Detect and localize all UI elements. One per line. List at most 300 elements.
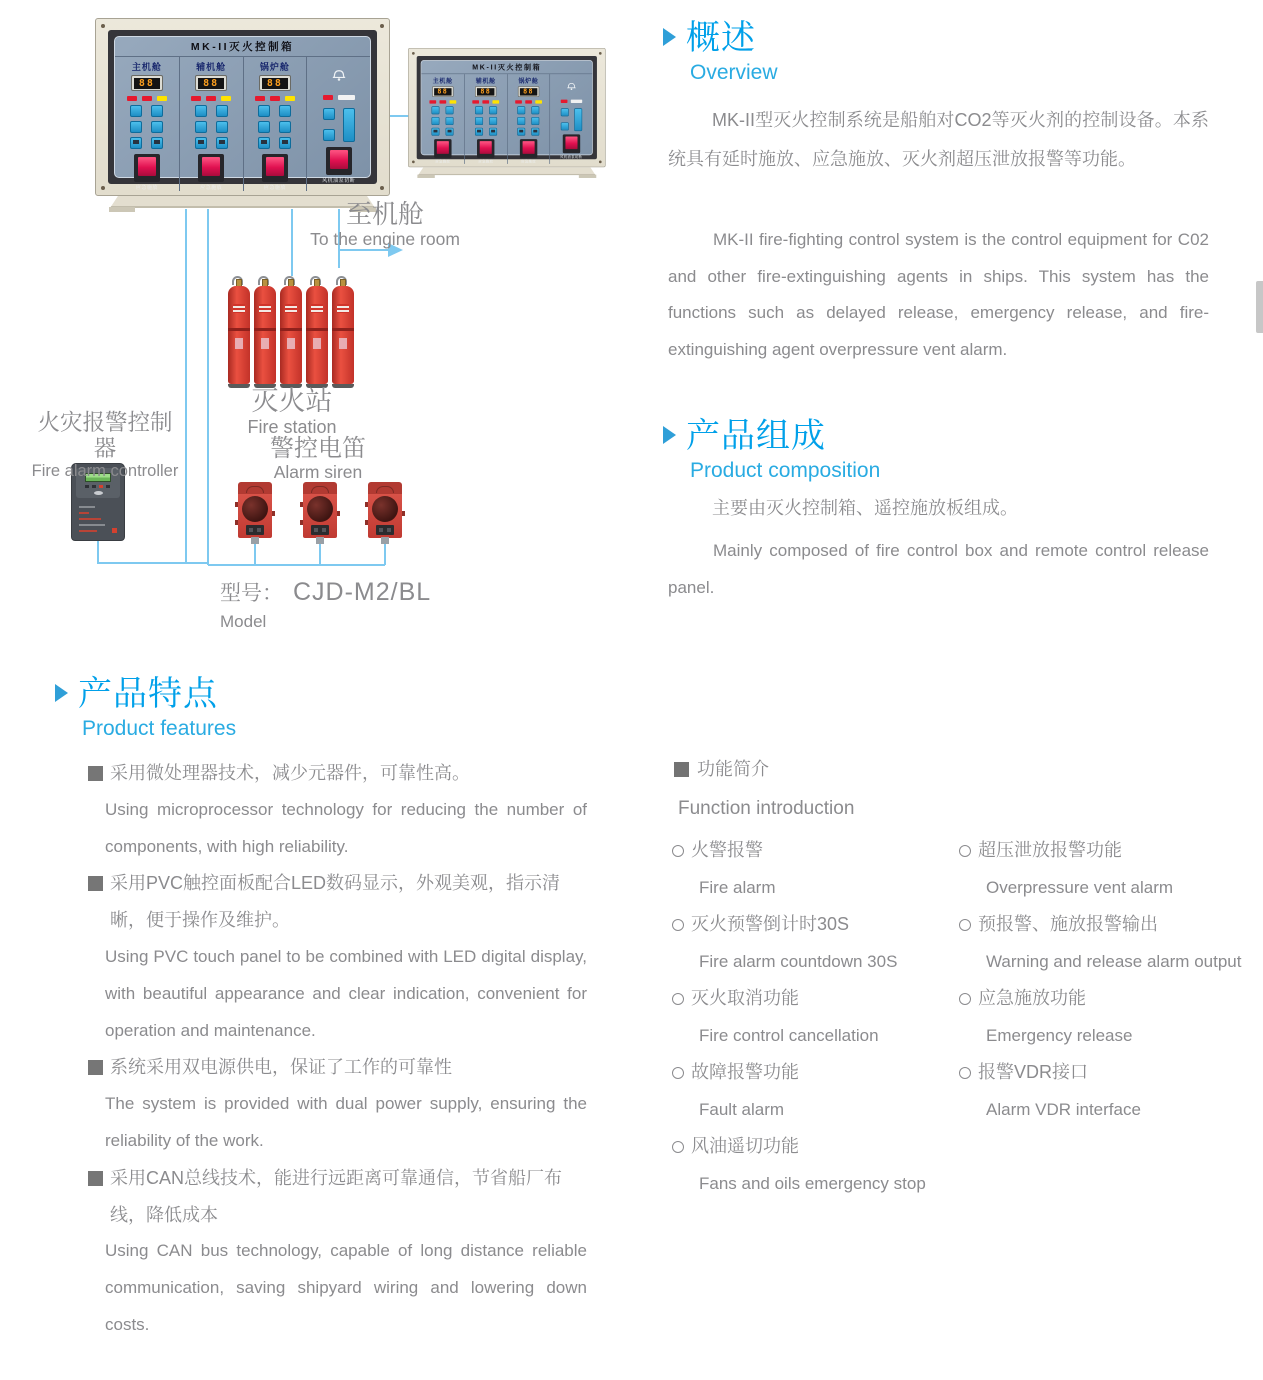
emergency-release-button-face — [202, 157, 220, 176]
bell-icon — [565, 81, 577, 91]
panel-button — [279, 121, 291, 133]
bell-icon — [330, 67, 348, 82]
siren-terminal-hole — [257, 528, 261, 532]
indicator-light — [157, 96, 167, 101]
function-item — [672, 906, 959, 980]
cylinder-tag — [235, 338, 243, 349]
panel-button — [561, 122, 569, 130]
section-overview-header — [663, 18, 778, 86]
features-list — [88, 755, 587, 1344]
panel-button-tall — [343, 108, 355, 142]
indicator-light — [482, 100, 489, 103]
screw-icon — [380, 24, 384, 28]
panel-base — [418, 167, 596, 175]
panel-button — [475, 117, 483, 125]
panel-button-row — [258, 137, 291, 149]
cylinder-label — [259, 304, 271, 313]
page-edge-artifact — [1256, 281, 1263, 333]
indicator-light — [561, 99, 568, 102]
panel-button-row — [432, 106, 454, 114]
function-text-en: Overpressure vent alarm — [986, 878, 1174, 897]
screw-icon — [412, 52, 415, 55]
function-text-zh: 应急施放功能 — [959, 980, 1252, 1017]
emergency-release-button — [477, 139, 494, 158]
triangle-marker-icon — [55, 684, 68, 702]
siren-horn — [307, 496, 333, 522]
cylinder-band — [228, 328, 250, 331]
panel-button — [446, 106, 454, 114]
feature-text-en: Using microprocessor technology for reducing the number of components, with high reliability. — [105, 799, 587, 856]
cylinder-band — [332, 328, 354, 331]
indicator-light — [270, 96, 280, 101]
panel-titlebar — [115, 37, 370, 57]
emergency-release-button — [262, 154, 288, 182]
indicator-light — [191, 96, 201, 101]
composition-title-en: Product composition — [690, 459, 881, 482]
indicator-light — [142, 96, 152, 101]
cylinder-body — [280, 286, 302, 384]
brand-logo-icon — [122, 40, 138, 53]
panel-title: MK-II灭火控制箱 — [472, 63, 542, 72]
feature-text-zh: 采用微处理器技术，减少元器件，可靠性高。 — [88, 755, 587, 792]
panel-button — [532, 117, 540, 125]
panel-column-header: 主机舱 — [432, 77, 453, 85]
function-text-en: Emergency release — [986, 1026, 1133, 1045]
functions-header — [674, 757, 854, 821]
emergency-release-label: 应急施放 — [263, 185, 286, 191]
siren-terminal-hole — [249, 528, 253, 532]
brand-logo-icon — [426, 63, 437, 72]
led-digits: 88 — [477, 88, 494, 95]
led-display — [195, 75, 227, 91]
screw-icon — [101, 186, 105, 190]
indicator-light — [206, 96, 216, 101]
function-text-en: Fault alarm — [699, 1100, 785, 1119]
panel-button-row — [258, 121, 291, 133]
panel-button — [279, 105, 291, 117]
panel-column-header: 锅炉舱 — [259, 62, 290, 72]
cylinder-label — [337, 304, 349, 313]
emergency-release-label: 应急施放 — [521, 159, 536, 164]
panel-foot — [417, 175, 434, 178]
fire-station-label-zh: 灭火站 — [251, 386, 333, 416]
led-digits: 88 — [262, 78, 288, 89]
cylinder-body — [306, 286, 328, 384]
indicator-light — [449, 100, 456, 103]
panel-column — [507, 74, 550, 164]
functions-columns — [672, 832, 1252, 1202]
panel-button-row — [475, 117, 497, 125]
indicator-light — [429, 100, 436, 103]
circle-bullet-icon — [672, 1141, 684, 1153]
panel-button — [432, 106, 440, 114]
cylinder-tag — [313, 338, 321, 349]
led-digits: 88 — [434, 88, 451, 95]
panel-button — [489, 128, 497, 136]
siren-bolt — [235, 502, 238, 507]
emergency-release-button-face — [437, 141, 449, 154]
co2-cylinder — [228, 276, 250, 388]
function-text-zh: 火警报警 — [672, 832, 959, 869]
cylinder-label — [285, 304, 297, 313]
composition-paragraph-en: Mainly composed of fire control box and remote control release panel. — [668, 541, 1209, 597]
cylinder-band — [254, 328, 276, 331]
panel-button — [489, 117, 497, 125]
panel-button — [489, 106, 497, 114]
indicator-lights — [429, 100, 456, 104]
panel-button — [517, 117, 525, 125]
siren-cap — [303, 482, 337, 494]
function-item — [959, 1054, 1252, 1128]
function-item — [959, 832, 1252, 906]
model-label-en: Model — [220, 612, 267, 631]
circle-bullet-icon — [959, 845, 971, 857]
function-text-zh: 风油遥切功能 — [672, 1128, 959, 1165]
panel-title: MK-II灭火控制箱 — [190, 41, 295, 53]
circle-bullet-icon — [959, 993, 971, 1005]
emergency-release-button-face — [138, 157, 156, 176]
siren-arch — [311, 486, 329, 493]
panel-face — [421, 60, 593, 164]
siren-bolt — [365, 502, 368, 507]
panel-button-group — [323, 108, 355, 142]
fire-alarm-controller-label-en: Fire alarm controller — [31, 462, 179, 480]
emergency-release-button — [198, 154, 224, 182]
panel-button — [323, 108, 335, 120]
panel-frame — [417, 56, 597, 164]
panel-button — [561, 108, 569, 116]
siren-terminal-hole — [322, 528, 326, 532]
triangle-marker-icon — [663, 426, 676, 444]
panel-button-row — [475, 128, 497, 136]
siren-bolt — [235, 520, 238, 525]
alarm-siren-label — [253, 436, 383, 482]
feature-text-en: The system is provided with dual power supply, ensuring the reliability of the work. — [105, 1094, 587, 1150]
feature-text-en: Using CAN bus technology, capable of long distance reliable communication, saving shipyard wiring and lowering down costs. — [105, 1241, 587, 1334]
controller-led-row — [79, 518, 101, 520]
panel-button-row — [195, 105, 228, 117]
panel-columns — [115, 57, 370, 191]
indicator-lights — [255, 95, 295, 101]
indicator-light — [439, 100, 446, 103]
alarm-sirens — [238, 482, 402, 544]
cutoff-button-face — [330, 150, 348, 169]
cylinder-label — [233, 304, 245, 313]
model-label-zh: 型号： — [220, 582, 283, 605]
panel-button — [432, 128, 440, 136]
panel-column-header: 锅炉舱 — [518, 77, 539, 85]
indicator-light — [221, 96, 231, 101]
circle-bullet-icon — [672, 993, 684, 1005]
siren-terminal-hole — [387, 528, 391, 532]
led-display — [131, 75, 163, 91]
panel-button — [195, 105, 207, 117]
siren-bolt — [300, 502, 303, 507]
panel-button — [195, 121, 207, 133]
function-text-zh: 超压泄放报警功能 — [959, 832, 1252, 869]
cutoff-button-face — [565, 136, 577, 149]
indicator-light — [472, 100, 479, 103]
cutoff-label: 风机油泵切断 — [560, 155, 583, 160]
led-display — [475, 86, 496, 97]
panel-button — [216, 137, 228, 149]
emergency-release-label: 应急施放 — [478, 159, 494, 164]
panel-column — [179, 57, 243, 191]
panel-button — [258, 121, 270, 133]
panel-columns — [421, 74, 592, 164]
led-digits: 88 — [198, 78, 224, 89]
panel-button-row — [517, 106, 539, 114]
emergency-release-button-face — [522, 141, 534, 154]
cutoff-button — [326, 147, 352, 175]
siren-bolt — [365, 520, 368, 525]
siren-bolt — [300, 520, 303, 525]
siren-connector — [381, 537, 389, 544]
panel-button — [151, 137, 163, 149]
panel-column — [306, 57, 370, 191]
co2-cylinder — [254, 276, 276, 388]
panel-button — [258, 105, 270, 117]
siren-cap — [238, 482, 272, 494]
feature-item — [88, 865, 587, 1049]
siren-horn — [242, 496, 268, 522]
circle-bullet-icon — [672, 1067, 684, 1079]
panel-column-header: 主机舱 — [131, 62, 162, 72]
overview-paragraph-zh: MK-II型灭火控制系统是船舶对CO2等灭火剂的控制设备。本系统具有延时施放、应急施放、灭火剂超压泄放报警等功能。 — [668, 110, 1209, 169]
feature-item — [88, 755, 587, 865]
panel-button-row — [432, 128, 454, 136]
panel-button — [532, 128, 540, 136]
functions-title-en: Function introduction — [678, 798, 855, 819]
features-title-zh: 产品特点 — [78, 675, 218, 713]
alarm-siren-label-zh: 警控电笛 — [270, 435, 366, 462]
emergency-release-button — [520, 139, 537, 158]
panel-button-row — [432, 117, 454, 125]
led-digits: 88 — [520, 88, 537, 95]
indicator-lights — [323, 94, 355, 100]
function-text-zh: 故障报警功能 — [672, 1054, 959, 1091]
panel-case — [408, 48, 606, 167]
function-text-zh: 灭火取消功能 — [672, 980, 959, 1017]
siren-terminal — [376, 525, 394, 535]
square-bullet-icon — [88, 876, 103, 891]
panel-button — [323, 129, 335, 141]
panel-button — [130, 137, 142, 149]
fire-control-box-photo — [408, 48, 606, 175]
panel-button — [446, 128, 454, 136]
controller-led-row — [79, 530, 97, 532]
panel-case — [95, 18, 390, 196]
panel-column — [243, 57, 307, 191]
siren-bolt — [337, 511, 340, 516]
alarm-siren-device — [238, 482, 272, 544]
cylinder-tag — [339, 338, 347, 349]
section-composition-header — [663, 416, 880, 484]
fire-station-label — [227, 386, 357, 437]
panel-button-row — [475, 106, 497, 114]
fire-station-label-en: Fire station — [247, 417, 337, 437]
panel-button-stack — [323, 108, 335, 142]
square-bullet-icon — [88, 1171, 103, 1186]
indicator-lights — [561, 99, 582, 103]
screw-icon — [599, 161, 602, 164]
cylinder-body — [228, 286, 250, 384]
panel-button — [130, 105, 142, 117]
panel-column — [550, 74, 593, 164]
feature-text-zh: 系统采用双电源供电，保证了工作的可靠性 — [88, 1049, 587, 1086]
siren-terminal-hole — [379, 528, 383, 532]
cylinder-body — [254, 286, 276, 384]
siren-arch — [246, 486, 264, 493]
panel-button-row — [195, 137, 228, 149]
panel-button-row — [130, 121, 163, 133]
indicator-light — [338, 95, 355, 100]
feature-text-en: Using PVC touch panel to be combined with LED digital display, with beautiful appearance and clear indication, convenient for operation and maintenance. — [105, 946, 587, 1040]
siren-connector — [251, 537, 259, 544]
engine-room-label-zh: 至机舱 — [345, 199, 424, 229]
panel-button — [517, 106, 525, 114]
model-value: CJD-M2/BL — [293, 578, 432, 606]
circle-bullet-icon — [672, 919, 684, 931]
model-label — [220, 577, 450, 632]
indicator-lights — [515, 100, 542, 104]
feature-item — [88, 1160, 587, 1344]
led-digits: 88 — [134, 78, 160, 89]
indicator-light — [127, 96, 137, 101]
panel-column-header: 辅机舱 — [475, 77, 496, 85]
indicator-lights — [191, 95, 231, 101]
overview-title-zh: 概述 — [686, 19, 756, 57]
controller-text-line — [79, 506, 95, 508]
panel-column — [421, 74, 464, 164]
alarm-siren-device — [303, 482, 337, 544]
fire-station-cylinders — [228, 276, 354, 388]
siren-terminal — [246, 525, 264, 535]
led-display — [518, 86, 539, 97]
cylinder-body — [332, 286, 354, 384]
panel-button-row — [195, 121, 228, 133]
panel-button — [216, 121, 228, 133]
square-bullet-icon — [88, 766, 103, 781]
alarm-siren-label-en: Alarm siren — [273, 462, 363, 482]
panel-frame — [108, 30, 377, 191]
triangle-marker-icon — [663, 28, 676, 46]
circle-bullet-icon — [959, 919, 971, 931]
function-item — [959, 980, 1252, 1054]
panel-button — [432, 117, 440, 125]
section-features-header — [55, 674, 236, 742]
screw-icon — [380, 186, 384, 190]
panel-button-row — [258, 105, 291, 117]
panel-button — [130, 121, 142, 133]
siren-bolt — [272, 511, 275, 516]
feature-text-zh: 采用CAN总线技术，能进行远距离可靠通信，节省船厂布线，降低成本 — [88, 1160, 587, 1234]
emergency-release-label: 应急施放 — [200, 185, 223, 191]
indicator-light — [255, 96, 265, 101]
siren-terminal — [311, 525, 329, 535]
cutoff-label: 风机油泵切断 — [322, 178, 356, 184]
panel-button-tall — [574, 108, 582, 131]
function-item — [959, 906, 1252, 980]
repeater-control-panel — [408, 48, 606, 175]
panel-button — [446, 117, 454, 125]
panel-face — [114, 36, 371, 191]
overview-paragraph-en: MK-II fire-fighting control system is the control equipment for C02 and other fire-extinguishing agents in ships. This system has the functions such as delayed release, emergency release, and fire-extinguishing agent overpressure vent alarm. — [668, 230, 1209, 359]
panel-foot — [109, 207, 135, 212]
panel-button — [151, 105, 163, 117]
panel-column — [464, 74, 507, 164]
panel-button — [279, 137, 291, 149]
emergency-release-label: 应急施放 — [135, 185, 158, 191]
panel-button — [517, 128, 525, 136]
square-bullet-icon — [88, 1060, 103, 1075]
indicator-light — [535, 100, 542, 103]
feature-item — [88, 1049, 587, 1159]
function-text-en: Fans and oils emergency stop — [699, 1174, 926, 1193]
cylinder-label — [311, 304, 323, 313]
function-text-en: Fire alarm countdown 30S — [699, 952, 898, 971]
siren-bolt — [402, 511, 405, 516]
panel-button-row — [517, 117, 539, 125]
circle-bullet-icon — [959, 1067, 971, 1079]
engine-room-label-en: To the engine room — [310, 229, 460, 249]
function-text-en: Fire alarm — [699, 878, 776, 897]
emergency-release-label: 应急施放 — [435, 159, 451, 164]
co2-cylinder — [306, 276, 328, 388]
cutoff-button — [563, 134, 580, 153]
wire-controller-elbow — [98, 541, 208, 563]
co2-cylinder — [280, 276, 302, 388]
panel-titlebar — [421, 61, 592, 74]
engine-room-label — [300, 199, 470, 249]
panel-button — [216, 105, 228, 117]
composition-paragraph-zh: 主要由灭火控制箱、遥控施放板组成。 — [712, 498, 1018, 518]
panel-button — [475, 106, 483, 114]
emergency-release-button — [134, 154, 160, 182]
panel-button-group — [561, 108, 582, 131]
led-display — [432, 86, 453, 97]
function-text-en: Warning and release alarm output — [986, 952, 1242, 971]
indicator-light — [285, 96, 295, 101]
functions-column-right — [959, 832, 1252, 1202]
panel-button-row — [130, 105, 163, 117]
cylinder-band — [280, 328, 302, 331]
panel-button — [258, 137, 270, 149]
fire-alarm-controller-label-zh: 火灾报警控制器 — [37, 410, 173, 461]
function-text-zh: 报警VDR接口 — [959, 1054, 1252, 1091]
screw-icon — [412, 161, 415, 164]
controller-text-line — [79, 524, 105, 526]
composition-title-zh: 产品组成 — [686, 417, 826, 455]
screw-icon — [599, 52, 602, 55]
function-text-zh: 预报警、施放报警输出 — [959, 906, 1252, 943]
panel-button-row — [517, 128, 539, 136]
indicator-light — [571, 99, 582, 102]
overview-title-en: Overview — [690, 61, 778, 84]
emergency-release-button-face — [480, 141, 492, 154]
fire-control-box-photo — [95, 18, 390, 208]
controller-red-button — [112, 528, 117, 533]
panel-button — [475, 128, 483, 136]
panel-button — [151, 121, 163, 133]
cylinder-band — [306, 328, 328, 331]
functions-column-left — [672, 832, 959, 1202]
emergency-release-button-face — [266, 157, 284, 176]
alarm-siren-device — [368, 482, 402, 544]
panel-button — [532, 106, 540, 114]
fire-alarm-controller-label — [30, 410, 180, 481]
screw-icon — [101, 24, 105, 28]
